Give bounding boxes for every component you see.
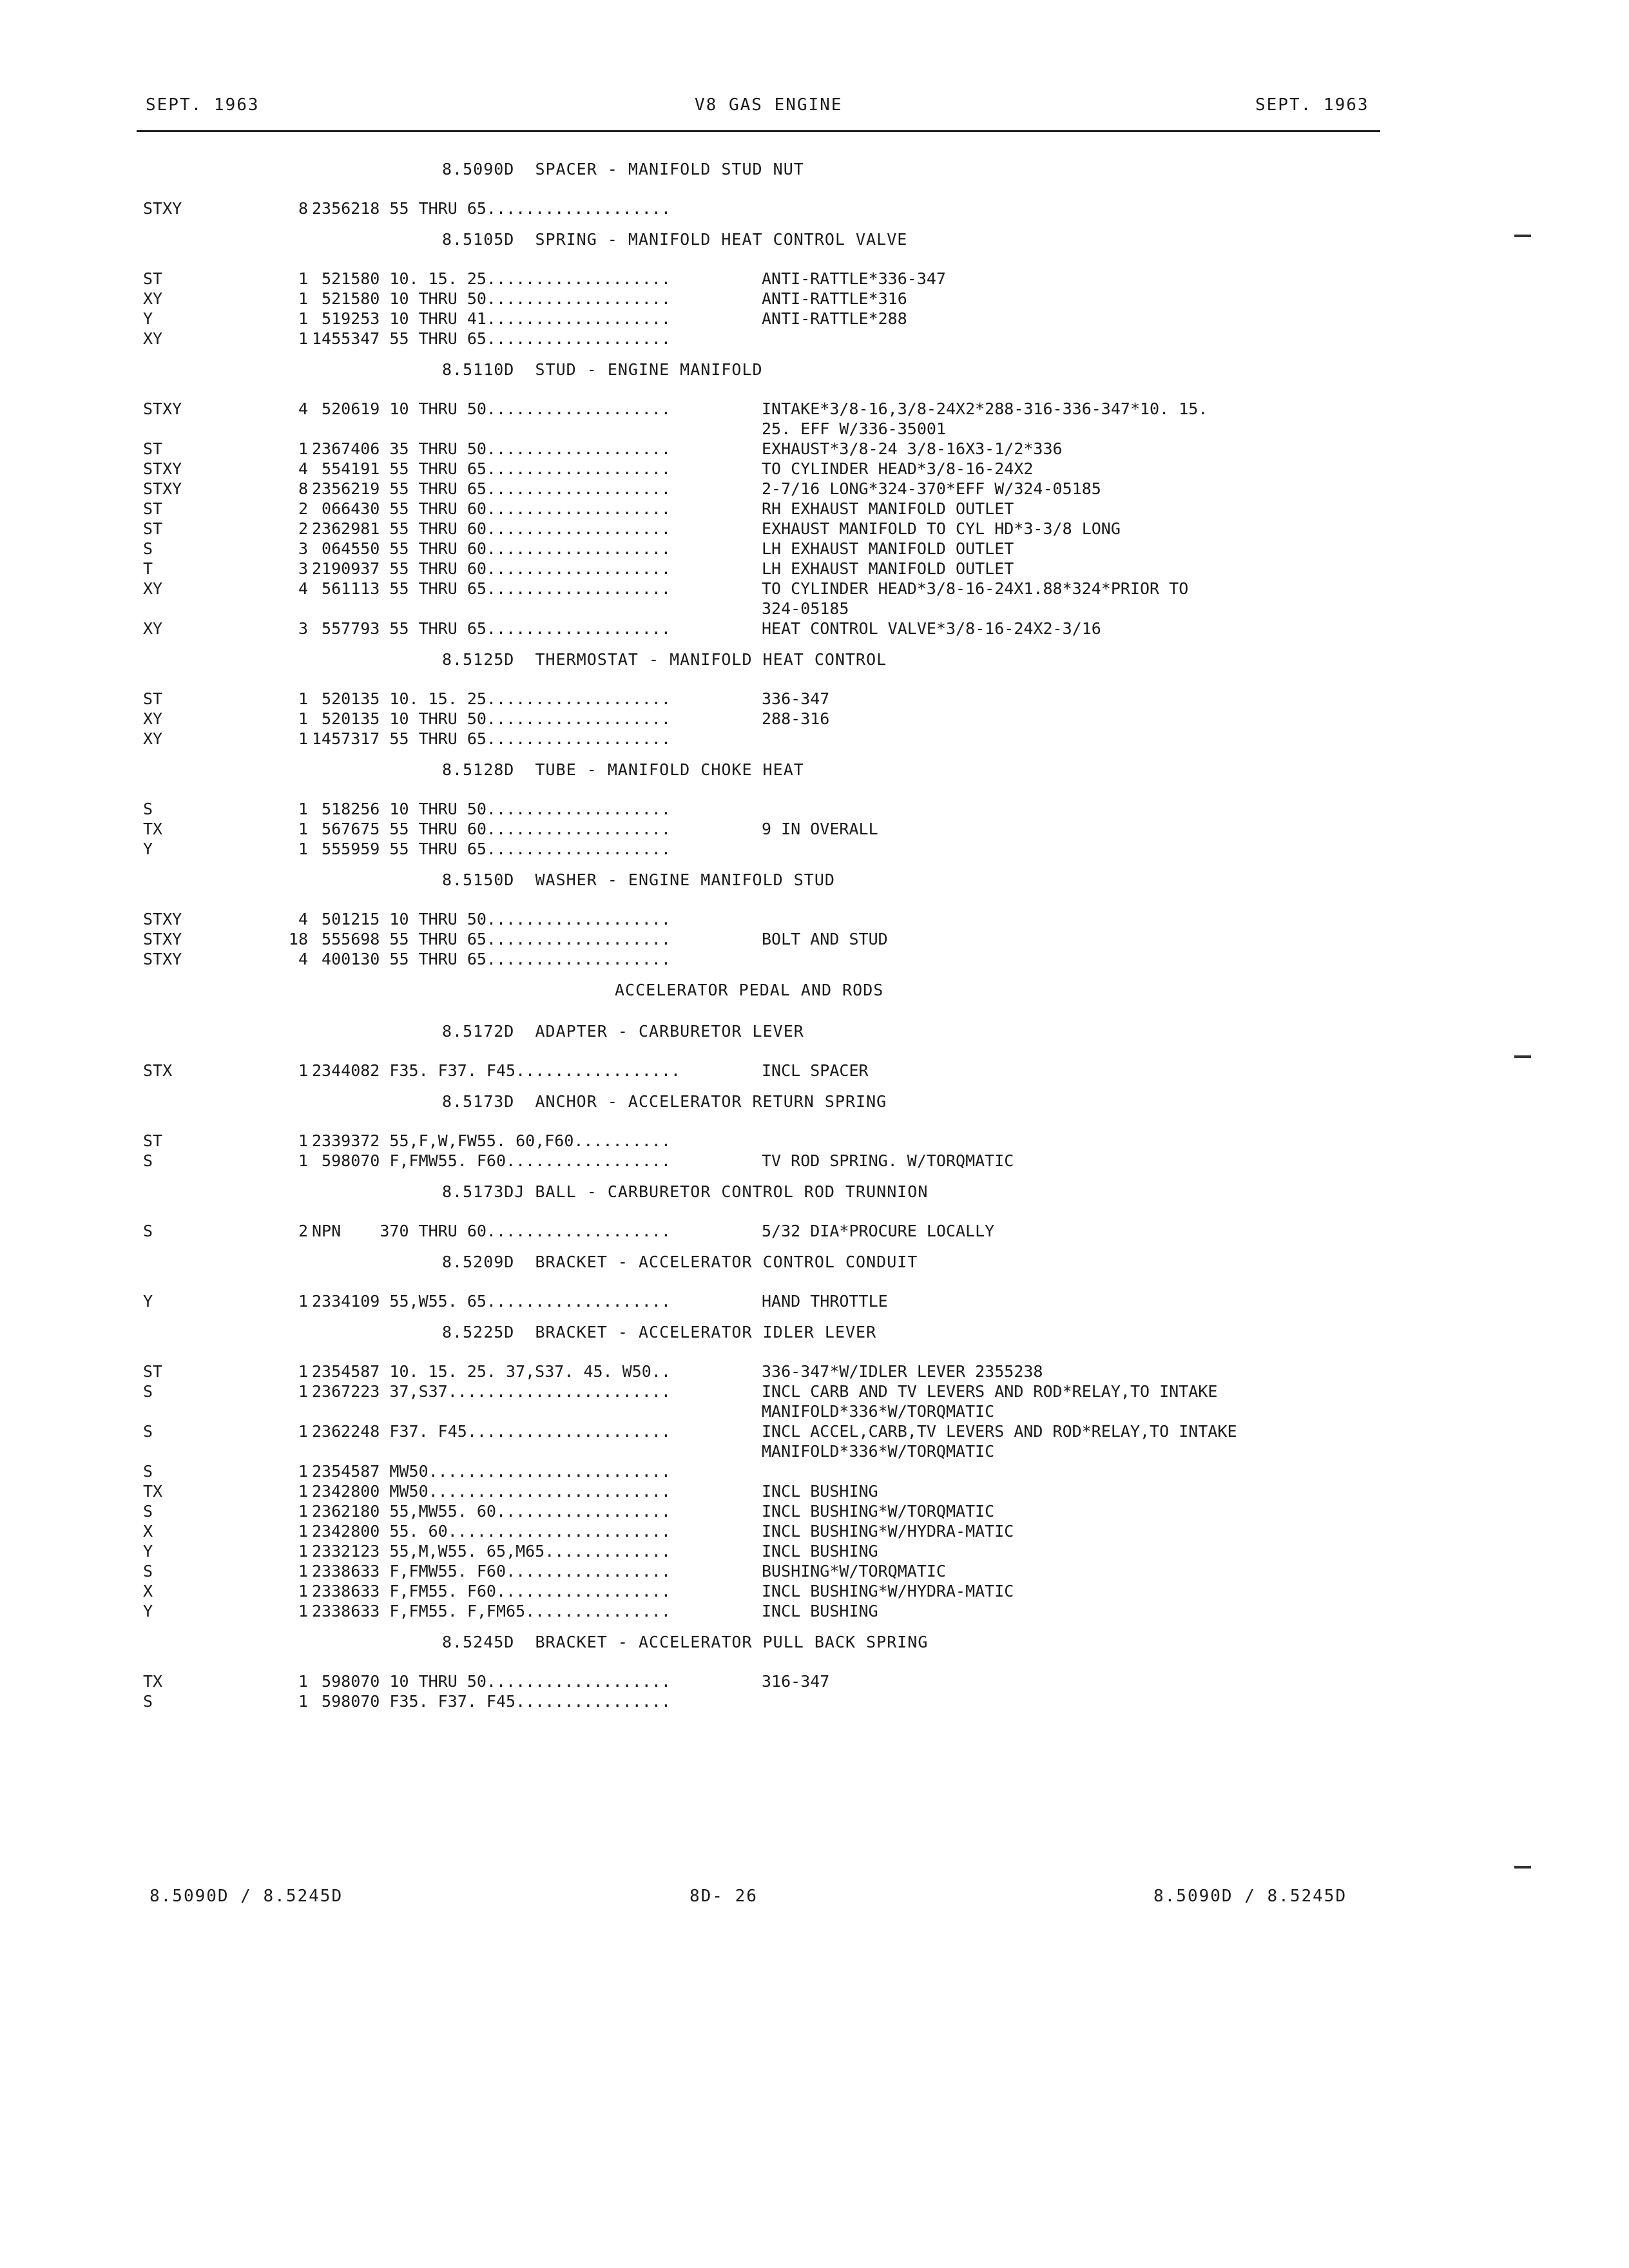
part-description: TO CYLINDER HEAD*3/8-16-24X2: [762, 459, 1034, 478]
part-description: RH EXHAUST MANIFOLD OUTLET: [762, 499, 1014, 518]
section-title: 8.5128D TUBE - MANIFOLD CHOKE HEAT: [442, 760, 804, 779]
part-description: HEAT CONTROL VALVE*3/8-16-24X2-3/16: [762, 619, 1101, 638]
model-code: XY: [143, 729, 163, 748]
section-title: 8.5173DJ BALL - CARBURETOR CONTROL ROD TRUNNION: [442, 1182, 929, 1201]
part-number-years: 561113 55 THRU 65...................: [312, 579, 671, 598]
quantity: 1: [298, 1292, 308, 1311]
quantity: 4: [298, 950, 308, 968]
part-description: ANTI-RATTLE*288: [762, 309, 907, 328]
quantity: 1: [298, 729, 308, 748]
parts-row: [143, 1671, 1432, 1691]
parts-row: [143, 559, 1432, 579]
part-number-years: 2342800 MW50.........................: [312, 1482, 671, 1501]
quantity: 8: [298, 199, 308, 218]
parts-row: [143, 909, 1432, 929]
model-code: TX: [143, 1482, 163, 1501]
quantity: 8: [298, 479, 308, 498]
section-title: 8.5172D ADAPTER - CARBURETOR LEVER: [442, 1022, 804, 1041]
section-title: 8.5173D ANCHOR - ACCELERATOR RETURN SPRING: [442, 1092, 887, 1111]
part-number-years: 567675 55 THRU 60...................: [312, 820, 671, 838]
part-number-years: 2354587 MW50.........................: [312, 1462, 671, 1481]
model-code: ST: [143, 519, 163, 538]
part-description: 5/32 DIA*PROCURE LOCALLY: [762, 1222, 995, 1240]
header-rule: [137, 130, 1380, 132]
part-description-continued: 25. EFF W/336-35001: [762, 419, 946, 438]
quantity: 2: [298, 1222, 308, 1240]
part-number-years: 520619 10 THRU 50...................: [312, 399, 671, 418]
model-code: Y: [143, 1602, 153, 1620]
quantity: 1: [298, 1562, 308, 1581]
parts-row: [143, 1521, 1432, 1541]
model-code: XY: [143, 709, 163, 728]
parts-row: [143, 579, 1432, 619]
model-code: S: [143, 1151, 153, 1170]
footer-right-range: 8.5090D / 8.5245D: [1153, 1887, 1347, 1906]
section-title: 8.5105D SPRING - MANIFOLD HEAT CONTROL VALVE: [442, 230, 908, 249]
parts-row: [143, 709, 1432, 729]
parts-row: [143, 439, 1432, 459]
quantity: 1: [298, 1522, 308, 1541]
model-code: STXY: [143, 199, 182, 218]
part-number-years: 518256 10 THRU 50...................: [312, 800, 671, 818]
section-title: 8.5110D STUD - ENGINE MANIFOLD: [442, 360, 763, 379]
part-description-continued: MANIFOLD*336*W/TORQMATIC: [762, 1402, 995, 1421]
model-code: T: [143, 559, 153, 578]
header-right-date: SEPT. 1963: [1255, 95, 1369, 115]
footer-page-number: 8D- 26: [689, 1887, 758, 1906]
part-number-years: 519253 10 THRU 41...................: [312, 309, 671, 328]
part-description: ANTI-RATTLE*316: [762, 289, 907, 308]
quantity: 1: [298, 1362, 308, 1381]
section-title: 8.5209D BRACKET - ACCELERATOR CONTROL CONDUIT: [442, 1253, 918, 1271]
section-title: 8.5245D BRACKET - ACCELERATOR PULL BACK SPRING: [442, 1633, 929, 1651]
part-number-years: 2338633 F,FM55. F60..................: [312, 1582, 671, 1600]
parts-row: [143, 729, 1432, 749]
parts-row: [143, 459, 1432, 479]
parts-row: [143, 539, 1432, 559]
parts-row: [143, 1151, 1432, 1171]
part-number-years: 2334109 55,W55. 65...................: [312, 1292, 671, 1311]
model-code: S: [143, 1422, 153, 1441]
quantity: 2: [298, 519, 308, 538]
model-code: Y: [143, 840, 153, 858]
quantity: 1: [298, 820, 308, 838]
model-code: X: [143, 1522, 153, 1541]
header-left-date: SEPT. 1963: [146, 95, 260, 115]
model-code: XY: [143, 289, 163, 308]
parts-row: [143, 839, 1432, 859]
part-number-years: 2362180 55,MW55. 60..................: [312, 1502, 671, 1521]
parts-list: [143, 148, 1432, 1711]
model-code: ST: [143, 439, 163, 458]
part-description: BOLT AND STUD: [762, 930, 888, 948]
quantity: 1: [298, 1582, 308, 1600]
header-title: V8 GAS ENGINE: [695, 95, 843, 115]
part-number-years: 1457317 55 THRU 65...................: [312, 729, 671, 748]
parts-row: [143, 198, 1432, 218]
part-number-years: 554191 55 THRU 65...................: [312, 459, 671, 478]
part-number-years: 2332123 55,M,W55. 65,M65.............: [312, 1542, 671, 1561]
part-description: EXHAUST MANIFOLD TO CYL HD*3-3/8 LONG: [762, 519, 1121, 538]
parts-row: [143, 499, 1432, 519]
quantity: 1: [298, 1602, 308, 1620]
margin-mark: [1514, 235, 1531, 237]
section-title: 8.5125D THERMOSTAT - MANIFOLD HEAT CONTROL: [442, 650, 887, 669]
parts-row: [143, 799, 1432, 819]
part-number-years: 598070 F,FMW55. F60.................: [312, 1151, 671, 1170]
parts-row: [143, 689, 1432, 709]
part-number-years: NPN 370 THRU 60...................: [312, 1222, 671, 1240]
model-code: Y: [143, 1292, 153, 1311]
model-code: TX: [143, 1672, 163, 1691]
quantity: 1: [298, 1542, 308, 1561]
quantity: 1: [298, 1502, 308, 1521]
part-description: INCL BUSHING: [762, 1482, 878, 1501]
part-number-years: 2190937 55 THRU 60...................: [312, 559, 671, 578]
part-number-years: 521580 10. 15. 25...................: [312, 269, 671, 288]
parts-row: [143, 1291, 1432, 1311]
quantity: 1: [298, 1672, 308, 1691]
part-number-years: 598070 10 THRU 50...................: [312, 1672, 671, 1691]
part-description: INCL BUSHING: [762, 1542, 878, 1561]
model-code: S: [143, 1692, 153, 1711]
parts-row: [143, 1361, 1432, 1381]
part-description: INCL CARB AND TV LEVERS AND ROD*RELAY,TO INTAKE: [762, 1382, 1218, 1401]
part-description: INCL BUSHING*W/HYDRA-MATIC: [762, 1522, 1014, 1541]
part-description: INCL BUSHING*W/TORQMATIC: [762, 1502, 995, 1521]
parts-row: [143, 1221, 1432, 1241]
part-number-years: 521580 10 THRU 50...................: [312, 289, 671, 308]
parts-row: [143, 619, 1432, 639]
quantity: 3: [298, 559, 308, 578]
part-description: TV ROD SPRING. W/TORQMATIC: [762, 1151, 1014, 1170]
quantity: 1: [298, 1422, 308, 1441]
part-number-years: 2342800 55. 60.......................: [312, 1522, 671, 1541]
model-code: STXY: [143, 930, 182, 948]
model-code: S: [143, 1462, 153, 1481]
quantity: 4: [298, 459, 308, 478]
quantity: 1: [298, 1462, 308, 1481]
part-number-years: 557793 55 THRU 65...................: [312, 619, 671, 638]
parts-row: [143, 329, 1432, 349]
quantity: 1: [298, 289, 308, 308]
parts-row: [143, 1541, 1432, 1561]
model-code: S: [143, 1502, 153, 1521]
model-code: STXY: [143, 459, 182, 478]
part-description-continued: MANIFOLD*336*W/TORQMATIC: [762, 1442, 995, 1461]
part-number-years: 501215 10 THRU 50...................: [312, 910, 671, 928]
part-number-years: 2356218 55 THRU 65...................: [312, 199, 671, 218]
parts-row: [143, 289, 1432, 309]
quantity: 2: [298, 499, 308, 518]
model-code: STXY: [143, 950, 182, 968]
group-title: ACCELERATOR PEDAL AND RODS: [615, 981, 884, 999]
part-description: 316-347: [762, 1672, 830, 1691]
part-description: INCL BUSHING*W/HYDRA-MATIC: [762, 1582, 1014, 1600]
model-code: STXY: [143, 910, 182, 928]
parts-row: [143, 1421, 1432, 1461]
part-number-years: 2354587 10. 15. 25. 37,S37. 45. W50..: [312, 1362, 671, 1381]
model-code: S: [143, 1222, 153, 1240]
model-code: Y: [143, 309, 153, 328]
quantity: 18: [288, 930, 308, 948]
part-number-years: 555959 55 THRU 65...................: [312, 840, 671, 858]
part-number-years: 2339372 55,F,W,FW55. 60,F60..........: [312, 1131, 671, 1150]
model-code: XY: [143, 579, 163, 598]
model-code: S: [143, 800, 153, 818]
part-number-years: 066430 55 THRU 60...................: [312, 499, 671, 518]
quantity: 1: [298, 689, 308, 708]
quantity: 4: [298, 579, 308, 598]
part-number-years: 2367406 35 THRU 50...................: [312, 439, 671, 458]
part-description: LH EXHAUST MANIFOLD OUTLET: [762, 559, 1014, 578]
quantity: 1: [298, 1151, 308, 1170]
margin-mark: [1514, 1866, 1531, 1869]
model-code: ST: [143, 1362, 163, 1381]
parts-row: [143, 949, 1432, 969]
model-code: STXY: [143, 479, 182, 498]
part-description: 288-316: [762, 709, 830, 728]
model-code: S: [143, 1562, 153, 1581]
quantity: 4: [298, 399, 308, 418]
quantity: 1: [298, 800, 308, 818]
model-code: X: [143, 1582, 153, 1600]
parts-row: [143, 479, 1432, 499]
parts-row: [143, 819, 1432, 839]
model-code: STXY: [143, 399, 182, 418]
part-number-years: 1455347 55 THRU 65...................: [312, 329, 671, 348]
parts-row: [143, 1581, 1432, 1601]
quantity: 1: [298, 309, 308, 328]
quantity: 1: [298, 1061, 308, 1080]
quantity: 1: [298, 439, 308, 458]
model-code: XY: [143, 619, 163, 638]
part-number-years: 2367223 37,S37.......................: [312, 1382, 671, 1401]
parts-row: [143, 1481, 1432, 1501]
part-description: INCL ACCEL,CARB,TV LEVERS AND ROD*RELAY,TO INTAKE: [762, 1422, 1237, 1441]
part-description: 9 IN OVERALL: [762, 820, 878, 838]
model-code: XY: [143, 329, 163, 348]
parts-row: [143, 1561, 1432, 1581]
part-number-years: 520135 10 THRU 50...................: [312, 709, 671, 728]
parts-row: [143, 1501, 1432, 1521]
quantity: 1: [298, 840, 308, 858]
part-description: 2-7/16 LONG*324-370*EFF W/324-05185: [762, 479, 1101, 498]
model-code: S: [143, 539, 153, 558]
part-number-years: 400130 55 THRU 65...................: [312, 950, 671, 968]
model-code: Y: [143, 1542, 153, 1561]
model-code: ST: [143, 499, 163, 518]
part-number-years: 2338633 F,FM55. F,FM65...............: [312, 1602, 671, 1620]
part-description: INCL SPACER: [762, 1061, 869, 1080]
quantity: 1: [298, 709, 308, 728]
model-code: TX: [143, 820, 163, 838]
part-description-continued: 324-05185: [762, 599, 849, 618]
quantity: 3: [298, 539, 308, 558]
model-code: ST: [143, 269, 163, 288]
model-code: ST: [143, 689, 163, 708]
part-number-years: 2344082 F35. F37. F45.................: [312, 1061, 680, 1080]
parts-row: [143, 1691, 1432, 1711]
section-title: 8.5150D WASHER - ENGINE MANIFOLD STUD: [442, 870, 835, 889]
quantity: 1: [298, 1382, 308, 1401]
part-description: INTAKE*3/8-16,3/8-24X2*288-316-336-347*10. 15.: [762, 399, 1208, 418]
quantity: 1: [298, 1692, 308, 1711]
model-code: S: [143, 1382, 153, 1401]
part-number-years: 2362248 F37. F45.....................: [312, 1422, 671, 1441]
parts-row: [143, 1131, 1432, 1151]
part-number-years: 598070 F35. F37. F45................: [312, 1692, 671, 1711]
part-description: 336-347*W/IDLER LEVER 2355238: [762, 1362, 1043, 1381]
quantity: 3: [298, 619, 308, 638]
part-description: ANTI-RATTLE*336-347: [762, 269, 946, 288]
parts-row: [143, 269, 1432, 289]
parts-row: [143, 1061, 1432, 1081]
part-description: BUSHING*W/TORQMATIC: [762, 1562, 946, 1581]
part-description: HAND THROTTLE: [762, 1292, 888, 1311]
quantity: 1: [298, 329, 308, 348]
parts-row: [143, 1381, 1432, 1421]
section-title: 8.5090D SPACER - MANIFOLD STUD NUT: [442, 160, 804, 178]
part-number-years: 064550 55 THRU 60...................: [312, 539, 671, 558]
parts-row: [143, 1461, 1432, 1481]
quantity: 4: [298, 910, 308, 928]
parts-row: [143, 929, 1432, 949]
parts-row: [143, 309, 1432, 329]
part-number-years: 520135 10. 15. 25...................: [312, 689, 671, 708]
part-number-years: 2338633 F,FMW55. F60.................: [312, 1562, 671, 1581]
quantity: 1: [298, 1131, 308, 1150]
part-description: TO CYLINDER HEAD*3/8-16-24X1.88*324*PRIOR TO: [762, 579, 1189, 598]
part-number-years: 2362981 55 THRU 60...................: [312, 519, 671, 538]
part-description: LH EXHAUST MANIFOLD OUTLET: [762, 539, 1014, 558]
footer-left-range: 8.5090D / 8.5245D: [149, 1887, 343, 1906]
part-number-years: 555698 55 THRU 65...................: [312, 930, 671, 948]
parts-row: [143, 519, 1432, 539]
part-description: INCL BUSHING: [762, 1602, 878, 1620]
model-code: ST: [143, 1131, 163, 1150]
model-code: STX: [143, 1061, 173, 1080]
parts-row: [143, 1601, 1432, 1621]
quantity: 1: [298, 1482, 308, 1501]
part-number-years: 2356219 55 THRU 65...................: [312, 479, 671, 498]
part-description: 336-347: [762, 689, 830, 708]
part-description: EXHAUST*3/8-24 3/8-16X3-1/2*336: [762, 439, 1063, 458]
section-title: 8.5225D BRACKET - ACCELERATOR IDLER LEVER: [442, 1323, 877, 1341]
quantity: 1: [298, 269, 308, 288]
margin-mark: [1514, 1055, 1531, 1058]
parts-row: [143, 399, 1432, 439]
